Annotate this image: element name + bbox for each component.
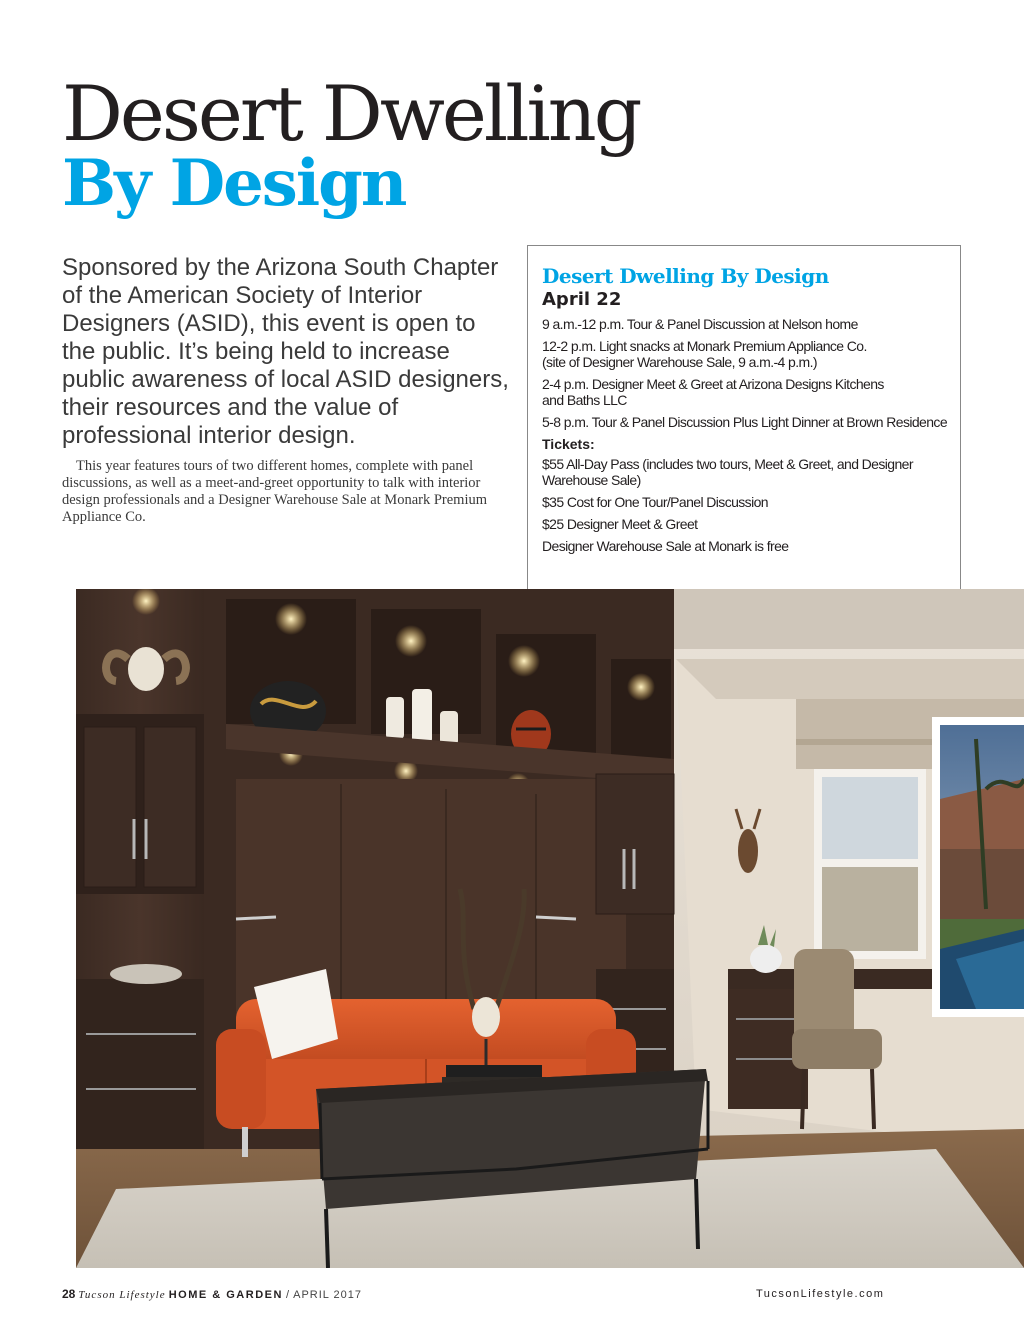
ticket-line: Warehouse Sale) bbox=[542, 472, 641, 488]
interior-photo bbox=[76, 589, 1024, 1268]
ticket-line: $35 Cost for One Tour/Panel Discussion bbox=[542, 494, 768, 510]
schedule-line: 12-2 p.m. Light snacks at Monark Premium Appliance Co. bbox=[542, 338, 867, 354]
schedule-line: 9 a.m.-12 p.m. Tour & Panel Discussion at Nelson home bbox=[542, 316, 858, 332]
body-paragraph: This year features tours of two different homes, complete with panel discussions, as well as a meet-and-greet opportunity to talk with interior design professionals and a Designer Warehouse Sale at Monark Premium Appliance Co. bbox=[62, 458, 488, 525]
schedule-line: (site of Designer Warehouse Sale, 9 a.m.-4 p.m.) bbox=[542, 354, 817, 370]
ticket-line: $25 Designer Meet & Greet bbox=[542, 516, 698, 532]
intro-paragraph: Sponsored by the Arizona South Chapter of the American Society of Interior Designers (ASID), this event is open to the public. It’s being held to increase public awareness of local ASID designers, their resources and the value of professional interior design. bbox=[62, 254, 509, 449]
tickets-heading: Tickets: bbox=[542, 436, 595, 452]
sidebar-date: April 22 bbox=[542, 289, 622, 310]
headline-line2: By Design bbox=[62, 146, 406, 221]
website-link[interactable]: TucsonLifestyle.com bbox=[756, 1288, 885, 1300]
section-name: HOME & GARDEN bbox=[168, 1289, 283, 1301]
ticket-line: $55 All-Day Pass (includes two tours, Meet & Greet, and Designer bbox=[542, 456, 913, 472]
ticket-line: Designer Warehouse Sale at Monark is free bbox=[542, 538, 789, 554]
magazine-name: Tucson Lifestyle bbox=[78, 1289, 166, 1301]
schedule-line: 2-4 p.m. Designer Meet & Greet at Arizona Designs Kitchens bbox=[542, 376, 884, 392]
schedule-line: 5-8 p.m. Tour & Panel Discussion Plus Light Dinner at Brown Residence bbox=[542, 414, 948, 430]
page-number: 28 bbox=[62, 1287, 76, 1301]
page-footer bbox=[62, 1287, 362, 1302]
schedule-line: and Baths LLC bbox=[542, 392, 627, 408]
headline-line1: Desert Dwelling bbox=[62, 69, 640, 158]
footer-separator: / bbox=[285, 1289, 291, 1301]
issue-date: APRIL 2017 bbox=[293, 1289, 363, 1301]
event-sidebar bbox=[527, 245, 961, 589]
sidebar-title: Desert Dwelling By Design bbox=[542, 264, 829, 288]
